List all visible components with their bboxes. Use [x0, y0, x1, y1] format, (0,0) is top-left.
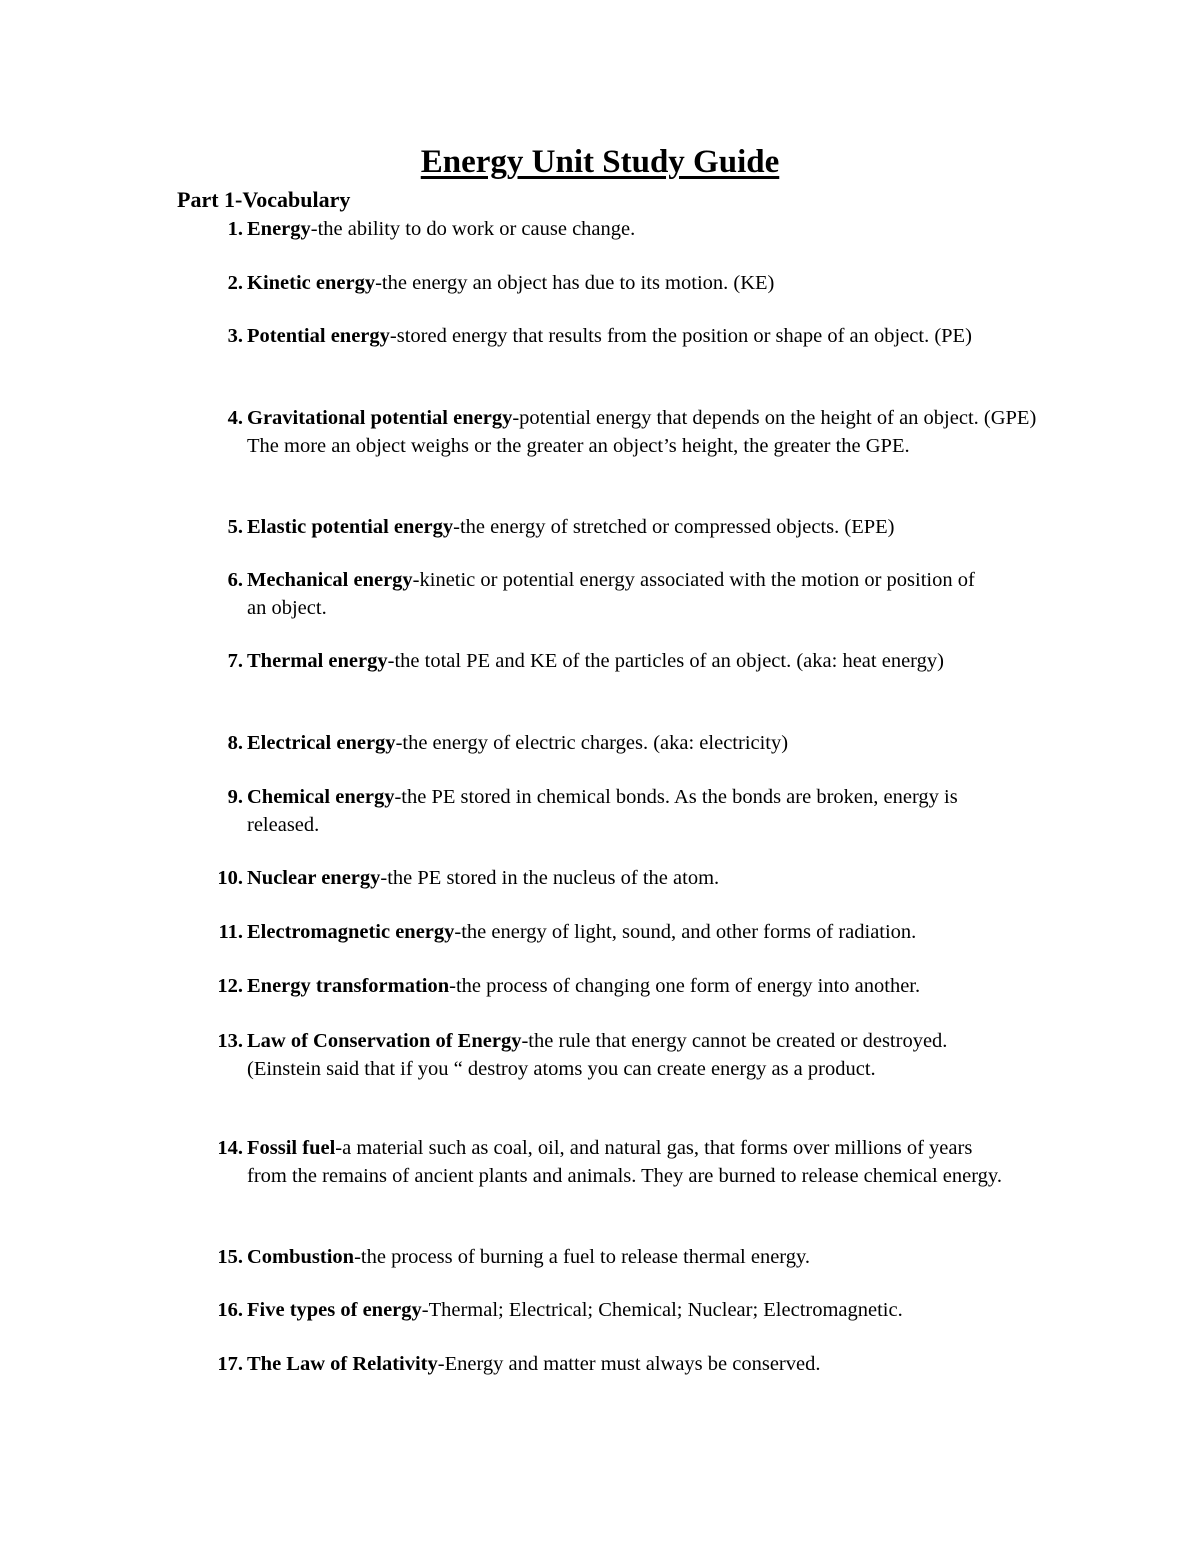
vocab-term: Law of Conservation of Energy	[247, 1030, 522, 1052]
vocab-item-1	[227, 216, 1047, 244]
vocab-definition: -kinetic or potential energy associated with the motion or position of an object.	[247, 569, 975, 619]
vocab-definition: -potential energy that depends on the height of an object. (GPE) The more an object weighs or the greater an object’s height, the greater the GPE.	[247, 407, 1037, 457]
vocab-item-3	[227, 323, 977, 351]
vocab-term: Gravitational potential energy	[247, 407, 513, 429]
vocab-number: 15.	[217, 1246, 243, 1268]
vocab-number: 11.	[218, 921, 243, 943]
vocab-definition: -Energy and matter must always be conserved.	[437, 1353, 821, 1375]
vocab-item-9	[227, 784, 987, 839]
vocab-definition: -the energy of stretched or compressed objects. (EPE)	[453, 516, 895, 538]
vocab-item-4	[227, 405, 1047, 460]
vocab-definition: -the PE stored in chemical bonds. As the bonds are broken, energy is released.	[247, 786, 958, 836]
vocab-definition: -Thermal; Electrical; Chemical; Nuclear; Electromagnetic.	[421, 1299, 903, 1321]
vocab-item-10	[217, 865, 1047, 893]
vocab-number: 3.	[227, 325, 243, 347]
vocab-number: 8.	[227, 732, 243, 754]
vocab-term: Energy	[247, 218, 311, 240]
vocab-definition: -the process of burning a fuel to release thermal energy.	[354, 1246, 811, 1268]
vocab-definition: -the total PE and KE of the particles of an object. (aka: heat energy)	[387, 650, 944, 672]
vocab-definition: -the rule that energy cannot be created or destroyed. (Einstein said that if you “ destroy atoms you can create energy as a product.	[247, 1030, 948, 1080]
vocab-term: Mechanical energy	[247, 569, 413, 591]
vocab-item-13	[217, 1028, 1007, 1083]
vocab-term: Chemical energy	[247, 786, 395, 808]
vocab-item-12	[217, 973, 1047, 1001]
vocab-item-15	[217, 1244, 1047, 1272]
vocab-term: The Law of Relativity	[247, 1353, 438, 1375]
vocab-item-14	[217, 1135, 1017, 1190]
vocab-item-5	[227, 514, 1047, 542]
vocab-number: 1.	[227, 218, 243, 240]
vocab-term: Elastic potential energy	[247, 516, 454, 538]
vocab-number: 13.	[217, 1030, 243, 1052]
vocab-term: Energy transformation	[247, 975, 450, 997]
vocab-item-17	[217, 1351, 1047, 1379]
vocab-term: Kinetic energy	[247, 272, 376, 294]
vocab-item-8	[227, 730, 1047, 758]
vocab-number: 2.	[227, 272, 243, 294]
vocab-item-2	[227, 270, 1047, 298]
document-title: Energy Unit Study Guide	[420, 144, 780, 180]
vocab-number: 10.	[217, 867, 243, 889]
vocab-term: Electromagnetic energy	[247, 921, 455, 943]
vocab-term: Nuclear energy	[247, 867, 381, 889]
vocab-term: Potential energy	[247, 325, 390, 347]
vocab-definition: -the PE stored in the nucleus of the atom.	[380, 867, 720, 889]
vocab-number: 12.	[217, 975, 243, 997]
vocab-definition: -the energy of electric charges. (aka: electricity)	[395, 732, 789, 754]
vocab-number: 9.	[227, 786, 243, 808]
vocab-item-6	[227, 567, 997, 622]
vocab-term: Electrical energy	[247, 732, 396, 754]
vocab-term: Thermal energy	[247, 650, 388, 672]
vocab-item-7	[227, 648, 987, 676]
vocab-definition: -the energy of light, sound, and other forms of radiation.	[454, 921, 917, 943]
vocab-number: 4.	[227, 407, 243, 429]
vocab-definition: -stored energy that results from the position or shape of an object. (PE)	[389, 325, 972, 347]
vocab-number: 17.	[217, 1353, 243, 1375]
vocab-definition: -the energy an object has due to its motion. (KE)	[375, 272, 775, 294]
vocab-definition: -the ability to do work or cause change.	[310, 218, 636, 240]
vocab-number: 7.	[227, 650, 243, 672]
vocab-number: 5.	[227, 516, 243, 538]
vocab-number: 6.	[227, 569, 243, 591]
vocab-term: Five types of energy	[247, 1299, 422, 1321]
vocab-definition: -the process of changing one form of energy into another.	[449, 975, 921, 997]
vocab-number: 14.	[217, 1137, 243, 1159]
vocab-term: Fossil fuel	[247, 1137, 336, 1159]
vocab-term: Combustion	[247, 1246, 355, 1268]
vocab-item-16	[217, 1297, 1047, 1325]
vocab-item-11	[218, 919, 1047, 947]
section-heading: Part 1-Vocabulary	[177, 187, 351, 212]
vocab-definition: -a material such as coal, oil, and natural gas, that forms over millions of years from the remains of ancient plants and animals. They are burned to release chemical energy.	[247, 1137, 1002, 1187]
vocab-number: 16.	[217, 1299, 243, 1321]
